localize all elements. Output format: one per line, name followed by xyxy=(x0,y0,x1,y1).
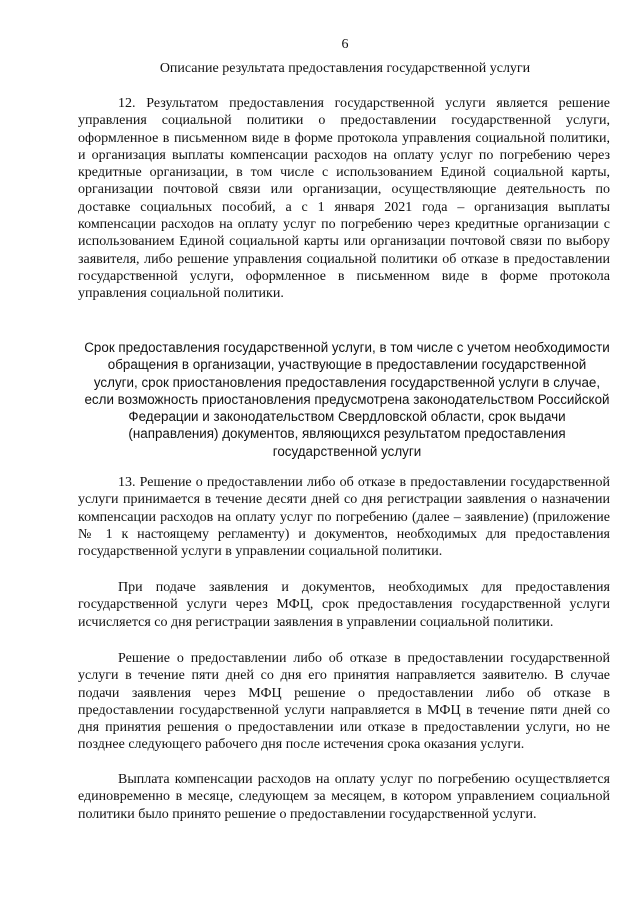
paragraph-13-payment: Выплата компенсации расходов на оплату услуг по погребению осуществляется единовременно в месяце, следующем за месяцем, в котором управлением социальной политики было принято решение о предоставлении государственной услуги. xyxy=(78,772,610,822)
subsection-title: Срок предоставления государственной услуги, в том числе с учетом необходимости обращения в организации, участвующие в предоставлении государственной услуги, срок приостановления предоставления государственной услуги в случае, если возможность приостановления предусмотрена законодательством Российской Федерации и законодательством Свердловской области, срок выдачи (направления) документов, являющихся результатом предоставления государственной услуги xyxy=(84,340,610,459)
section-title: Описание результата предоставления государственной услуги xyxy=(159,61,531,76)
paragraph-13-mfc: При подаче заявления и документов, необходимых для предоставления государственной услуги через МФЦ, срок предоставления государственной услуги исчисляется со дня регистрации заявления в управлении социальной политики. xyxy=(78,580,610,630)
paragraph-13: 13. Решение о предоставлении либо об отказе в предоставлении государственной услуги принимается в течение десяти дней со дня регистрации заявления о назначении компенсации расходов на оплату услуг по погребению (далее – заявление) (приложение № 1 к настоящему регламенту) и документов, необходимых для предоставления государственной услуги в управлении социальной политики. xyxy=(78,475,610,560)
page-number: 6 xyxy=(341,37,349,52)
paragraph-12: 12. Результатом предоставления государственной услуги является решение управления социальной политики о предоставлении государственной услуги, оформленное в письменном виде в форме протокола управления социальной политики, и организация выплаты компенсации расходов на оплату услуг по погребению через кредитные организации, в том числе с использованием Единой социальной карты, организации почтовой связи или организации, осуществляющие деятельность по доставке социальных пособий, а с 1 января 2021 года – организация выплаты компенсации расходов на оплату услуг по погребению через кредитные организации с использованием Единой социальной карты или организации почтовой связи по выбору заявителя, либо решение управления социальной политики об отказе в предоставлении государственной услуги, оформленное в письменном виде в форме протокола управления социальной политики. xyxy=(78,96,610,302)
paragraph-13-decision: Решение о предоставлении либо об отказе в предоставлении государственной услуги в течение пяти дней со дня его принятия направляется заявителю. В случае подачи заявления через МФЦ решение о предоставлении либо об отказе в предоставлении государственной услуги направляется в МФЦ в течение пяти дней со дня принятия решения о предоставлении или отказе в предоставлении услуги, но не позднее следующего рабочего дня после истечения срока оказания услуги. xyxy=(78,651,610,753)
